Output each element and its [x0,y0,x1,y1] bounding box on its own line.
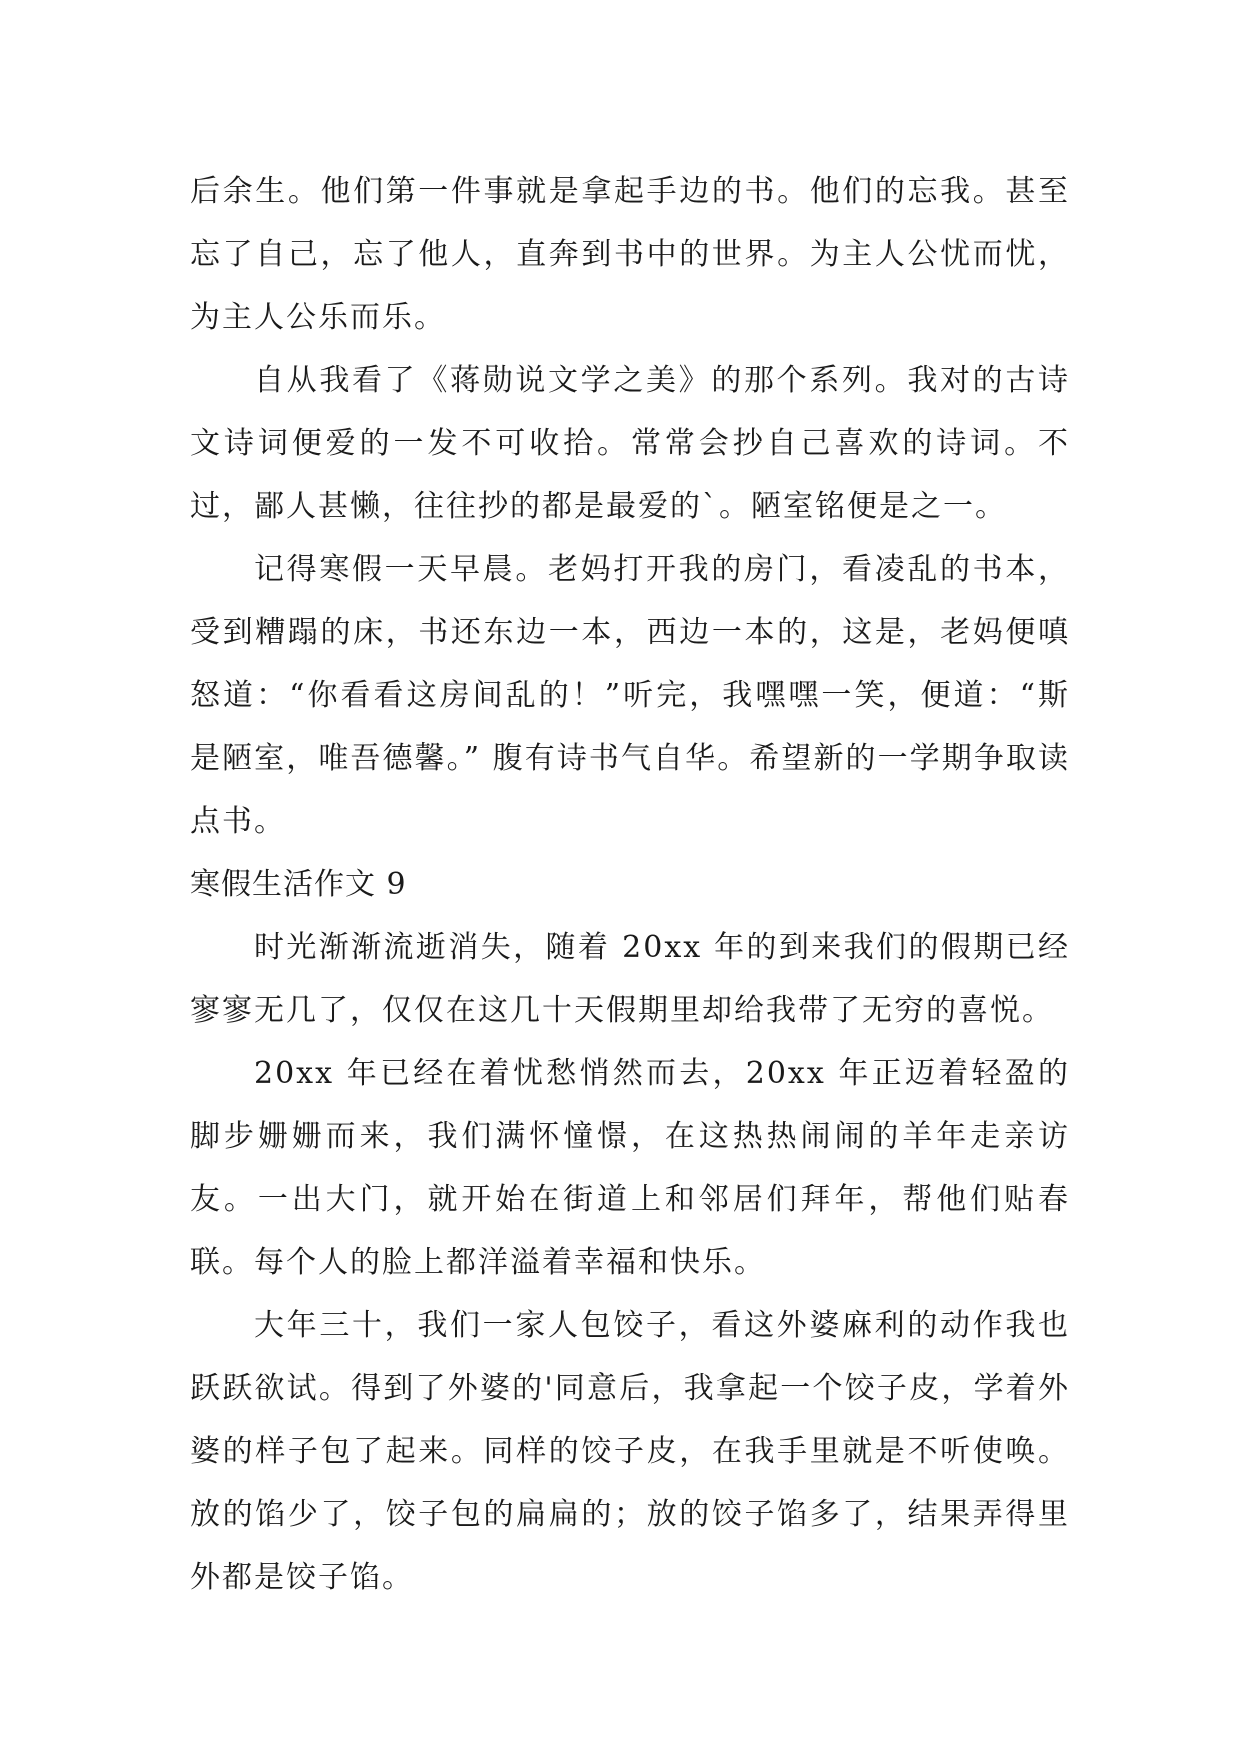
paragraph-messy-room: 记得寒假一天早晨。老妈打开我的房门，看凌乱的书本，受到糟蹋的床，书还东边一本，西边一本的，这是，老妈便嗔怒道：“你看看这房间乱的！”听完，我嘿嘿一笑，便道：“斯是陋室，唯吾德馨。” 腹有诗书气自华。希望新的一学期争取读点书。 [190,552,1070,839]
paragraph-dumplings: 大年三十，我们一家人包饺子，看这外婆麻利的动作我也跃跃欲试。得到了外婆的'同意后，我拿起一个饺子皮，学着外婆的样子包了起来。同样的饺子皮，在我手里就是不听使唤。放的馅少了，饺子包的扁扁的；放的饺子馅多了，结果弄得里外都是饺子馅。 [190,1308,1070,1595]
document-body [190,160,1070,1609]
paragraph-poetry-love: 自从我看了《蒋勋说文学之美》的那个系列。我对的古诗文诗词便爱的一发不可收拾。常常会抄自己喜欢的诗词。不过，鄙人甚懒，往往抄的都是最爱的`。陋室铭便是之一。 [190,363,1070,524]
essay-heading: 寒假生活作文 9 [190,867,407,902]
paragraph-reading-ending: 后余生。他们第一件事就是拿起手边的书。他们的忘我。甚至忘了自己，忘了他人，直奔到书中的世界。为主人公忧而忧，为主人公乐而乐。 [190,174,1070,335]
paragraph-new-year: 20xx 年已经在着忧愁悄然而去，20xx 年正迈着轻盈的脚步姗姗而来，我们满怀憧憬，在这热热闹闹的羊年走亲访友。一出大门，就开始在街道上和邻居们拜年，帮他们贴春联。每个人的脸上都洋溢着幸福和快乐。 [190,1056,1070,1280]
paragraph-time-passing: 时光渐渐流逝消失，随着 20xx 年的到来我们的假期已经寥寥无几了，仅仅在这几十天假期里却给我带了无穷的喜悦。 [190,930,1070,1028]
